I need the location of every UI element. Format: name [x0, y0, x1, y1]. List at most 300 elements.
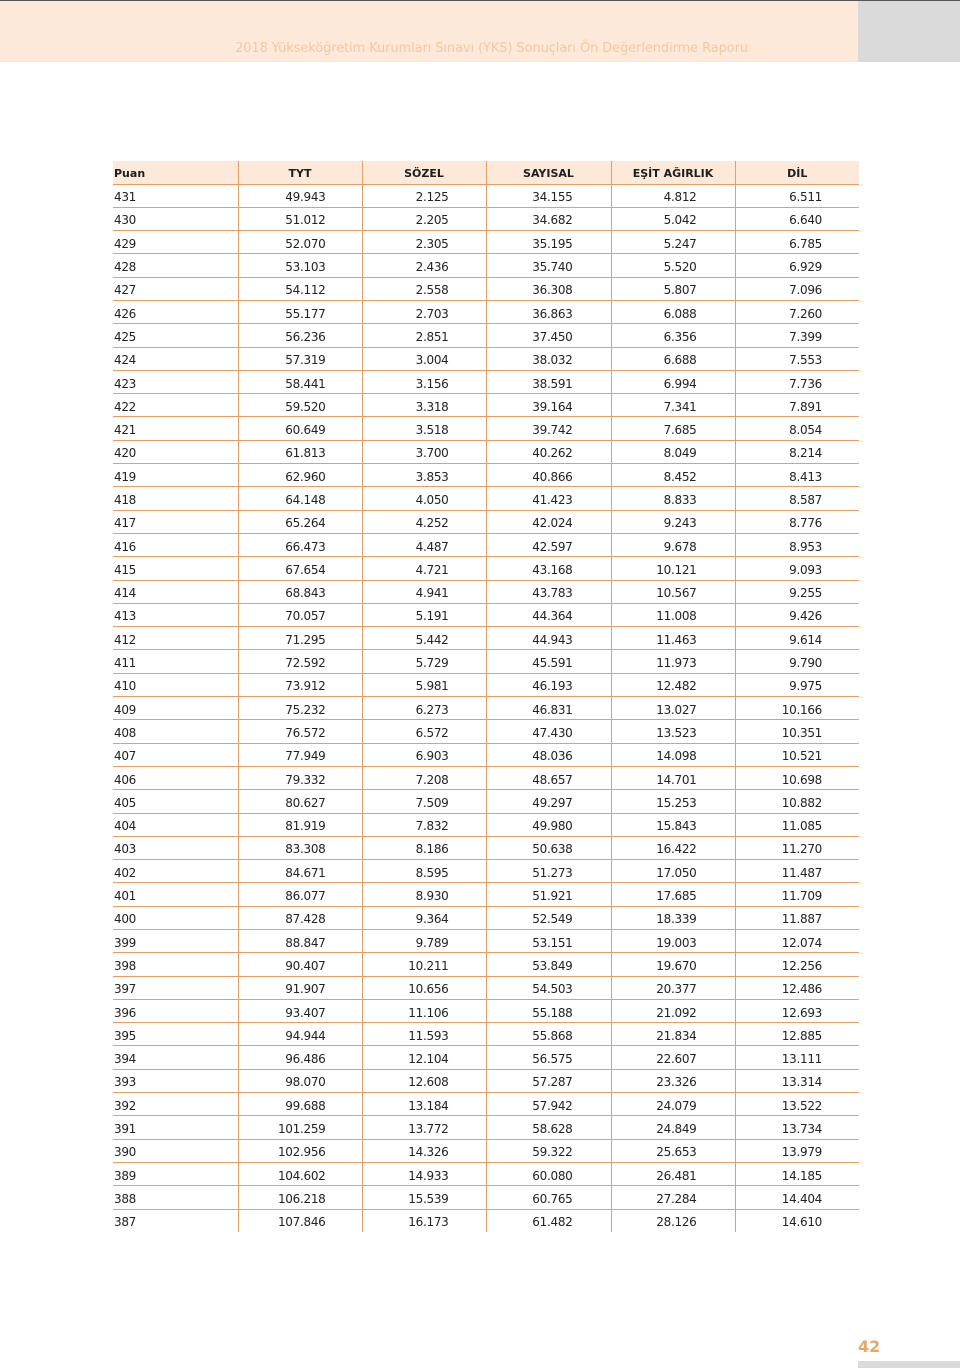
- cell-tyt: 87.428: [238, 906, 362, 929]
- table-row: [113, 277, 859, 300]
- cell-dil: 14.610: [735, 1209, 859, 1232]
- cell-puan: 422: [113, 394, 238, 417]
- cell-sayisal: 46.831: [486, 697, 611, 720]
- table-row: [113, 394, 859, 417]
- cell-tyt: 51.012: [238, 207, 362, 230]
- cell-tyt: 66.473: [238, 533, 362, 556]
- cell-puan: 393: [113, 1069, 238, 1092]
- cell-dil: 7.736: [735, 370, 859, 393]
- cell-tyt: 56.236: [238, 324, 362, 347]
- cell-sayisal: 46.193: [486, 673, 611, 696]
- cell-tyt: 84.671: [238, 860, 362, 883]
- report-title: 2018 Yükseköğretim Kurumları Sınavı (YKS) Sonuçları Ön Değerlendirme Raporu: [235, 41, 748, 56]
- cell-dil: 13.111: [735, 1046, 859, 1069]
- cell-sozel: 10.211: [362, 953, 486, 976]
- cell-dil: 8.054: [735, 417, 859, 440]
- cell-esit-agirlik: 13.027: [611, 697, 735, 720]
- cell-dil: 9.255: [735, 580, 859, 603]
- cell-puan: 421: [113, 417, 238, 440]
- table-row: [113, 836, 859, 859]
- cell-tyt: 75.232: [238, 697, 362, 720]
- cell-puan: 390: [113, 1139, 238, 1162]
- cell-sayisal: 40.262: [486, 440, 611, 463]
- cell-tyt: 77.949: [238, 743, 362, 766]
- table-row: [113, 743, 859, 766]
- cell-tyt: 52.070: [238, 231, 362, 254]
- cell-dil: 8.776: [735, 510, 859, 533]
- cell-esit-agirlik: 9.678: [611, 533, 735, 556]
- table-row: [113, 533, 859, 556]
- cell-esit-agirlik: 5.247: [611, 231, 735, 254]
- cell-esit-agirlik: 17.050: [611, 860, 735, 883]
- cell-sayisal: 60.080: [486, 1162, 611, 1185]
- cell-sozel: 10.656: [362, 976, 486, 999]
- cell-dil: 13.522: [735, 1093, 859, 1116]
- cell-tyt: 80.627: [238, 790, 362, 813]
- table-row: [113, 883, 859, 906]
- footer-tab: [858, 1361, 960, 1368]
- cell-puan: 397: [113, 976, 238, 999]
- cell-sozel: 11.593: [362, 1023, 486, 1046]
- cell-dil: 9.614: [735, 627, 859, 650]
- table-row: [113, 464, 859, 487]
- cell-dil: 11.487: [735, 860, 859, 883]
- cell-sayisal: 36.863: [486, 300, 611, 323]
- cell-sozel: 15.539: [362, 1186, 486, 1209]
- table-row: [113, 347, 859, 370]
- cell-esit-agirlik: 26.481: [611, 1162, 735, 1185]
- cell-sayisal: 43.783: [486, 580, 611, 603]
- cell-puan: 423: [113, 370, 238, 393]
- cell-sozel: 6.572: [362, 720, 486, 743]
- table-row: [113, 650, 859, 673]
- cell-puan: 413: [113, 603, 238, 626]
- cell-puan: 387: [114, 1215, 137, 1230]
- cell-sozel: 5.191: [362, 603, 486, 626]
- table-row: [113, 370, 859, 393]
- cell-sozel: 2.558: [362, 277, 486, 300]
- column-header-esit-agirlik: EŞİT AĞIRLIK: [611, 161, 735, 184]
- cell-tyt: 86.077: [238, 883, 362, 906]
- cell-sayisal: 34.155: [486, 184, 611, 207]
- column-header-puan: Puan: [113, 161, 238, 184]
- cell-esit-agirlik: 7.685: [611, 417, 735, 440]
- cell-dil: 9.790: [735, 650, 859, 673]
- cell-esit-agirlik: 14.701: [611, 766, 735, 789]
- cell-tyt: 83.308: [238, 836, 362, 859]
- cell-sayisal: 39.742: [486, 417, 611, 440]
- cell-dil: 9.426: [735, 603, 859, 626]
- cell-sayisal: 43.168: [486, 557, 611, 580]
- cell-dil: 7.260: [735, 300, 859, 323]
- cell-puan: 399: [113, 930, 238, 953]
- cell-esit-agirlik: 11.973: [611, 650, 735, 673]
- cell-tyt: 88.847: [238, 930, 362, 953]
- table-row: [113, 1209, 859, 1232]
- cell-esit-agirlik: 11.463: [611, 627, 735, 650]
- cell-esit-agirlik: 23.326: [611, 1069, 735, 1092]
- table-row: [113, 953, 859, 976]
- table-row: [113, 766, 859, 789]
- cell-dil: 8.587: [735, 487, 859, 510]
- cell-dil: 12.256: [735, 953, 859, 976]
- cell-tyt: 91.907: [238, 976, 362, 999]
- cell-puan: 417: [113, 510, 238, 533]
- cell-sozel: 9.364: [362, 906, 486, 929]
- table-row: [113, 976, 859, 999]
- cell-dil: 8.214: [735, 440, 859, 463]
- cell-tyt: 65.264: [238, 510, 362, 533]
- cell-puan: 430: [113, 207, 238, 230]
- cell-sayisal: 55.188: [486, 999, 611, 1022]
- cell-dil: 7.399: [735, 324, 859, 347]
- cell-esit-agirlik: 8.049: [611, 440, 735, 463]
- cell-sayisal: 51.273: [486, 860, 611, 883]
- cell-sozel: 6.903: [362, 743, 486, 766]
- table-row: [113, 417, 859, 440]
- cell-puan: 431: [113, 184, 238, 207]
- cell-sozel: 6.273: [362, 697, 486, 720]
- cell-sayisal: 57.287: [486, 1069, 611, 1092]
- cell-dil: 13.979: [735, 1139, 859, 1162]
- cell-tyt: 96.486: [238, 1046, 362, 1069]
- header-tab: [858, 1, 960, 62]
- cell-sayisal: 42.597: [486, 533, 611, 556]
- cell-esit-agirlik: 13.523: [611, 720, 735, 743]
- cell-tyt: 62.960: [238, 464, 362, 487]
- cell-esit-agirlik: 5.520: [611, 254, 735, 277]
- cell-dil: 10.882: [735, 790, 859, 813]
- cell-tyt: 79.332: [238, 766, 362, 789]
- cell-esit-agirlik: 4.812: [611, 184, 735, 207]
- cell-sayisal: 49.297: [486, 790, 611, 813]
- cell-sozel: 2.851: [362, 324, 486, 347]
- cell-puan: 401: [113, 883, 238, 906]
- cell-sozel: 9.789: [362, 930, 486, 953]
- cell-esit-agirlik: 11.008: [611, 603, 735, 626]
- cell-sayisal: 55.868: [486, 1023, 611, 1046]
- table-row: [113, 487, 859, 510]
- table-row: [113, 906, 859, 929]
- table-row: [113, 697, 859, 720]
- cell-tyt: 99.688: [238, 1093, 362, 1116]
- cell-sayisal: 45.591: [486, 650, 611, 673]
- cell-sayisal: 56.575: [486, 1046, 611, 1069]
- cell-sayisal: 50.638: [486, 836, 611, 859]
- cell-tyt: 101.259: [238, 1116, 362, 1139]
- table-row: [113, 720, 859, 743]
- table-row: [113, 627, 859, 650]
- cell-dil: 10.521: [735, 743, 859, 766]
- column-header-sayisal: SAYISAL: [486, 161, 611, 184]
- cell-esit-agirlik: 21.834: [611, 1023, 735, 1046]
- cell-puan: 409: [113, 697, 238, 720]
- cell-puan: 429: [113, 231, 238, 254]
- cell-sozel: 5.981: [362, 673, 486, 696]
- cell-esit-agirlik: 15.843: [611, 813, 735, 836]
- cell-tyt: 54.112: [238, 277, 362, 300]
- cell-puan: 388: [113, 1186, 238, 1209]
- cell-puan: 389: [113, 1162, 238, 1185]
- cell-sozel: 7.832: [362, 813, 486, 836]
- cell-sayisal: 49.980: [486, 813, 611, 836]
- cell-sayisal: 58.628: [486, 1116, 611, 1139]
- cell-tyt: 61.813: [238, 440, 362, 463]
- cell-dil: 11.887: [735, 906, 859, 929]
- cell-sayisal: 60.765: [486, 1186, 611, 1209]
- cell-puan: 408: [113, 720, 238, 743]
- page-number: 42: [858, 1337, 881, 1356]
- cell-sayisal: 38.032: [486, 347, 611, 370]
- cell-sayisal: 35.740: [486, 254, 611, 277]
- table-row: [113, 440, 859, 463]
- table-header-row: [113, 161, 859, 184]
- cell-tyt: 102.956: [238, 1139, 362, 1162]
- cell-esit-agirlik: 9.243: [611, 510, 735, 533]
- cell-sozel: 2.205: [362, 207, 486, 230]
- table-row: [113, 673, 859, 696]
- cell-esit-agirlik: 15.253: [611, 790, 735, 813]
- cell-sozel: 2.436: [362, 254, 486, 277]
- cell-tyt: 57.319: [238, 347, 362, 370]
- table-row: [113, 1186, 859, 1209]
- cell-esit-agirlik: 5.042: [611, 207, 735, 230]
- cell-sayisal: 53.151: [486, 930, 611, 953]
- cell-puan: 416: [113, 533, 238, 556]
- cell-esit-agirlik: 25.653: [611, 1139, 735, 1162]
- cell-puan: 425: [113, 324, 238, 347]
- cell-sozel: 4.487: [362, 533, 486, 556]
- cell-puan: 396: [113, 999, 238, 1022]
- cell-sozel: 3.004: [362, 347, 486, 370]
- cell-esit-agirlik: 6.088: [611, 300, 735, 323]
- cell-sayisal: 42.024: [486, 510, 611, 533]
- cell-esit-agirlik: 8.452: [611, 464, 735, 487]
- score-distribution-table: [113, 161, 859, 1232]
- cell-sayisal: 59.322: [486, 1139, 611, 1162]
- cell-sayisal: 44.943: [486, 627, 611, 650]
- cell-puan: 406: [113, 766, 238, 789]
- cell-dil: 10.698: [735, 766, 859, 789]
- cell-puan: 405: [113, 790, 238, 813]
- cell-esit-agirlik: 17.685: [611, 883, 735, 906]
- cell-sayisal: 51.921: [486, 883, 611, 906]
- cell-esit-agirlik: 6.994: [611, 370, 735, 393]
- cell-esit-agirlik: 10.121: [611, 557, 735, 580]
- column-header-sozel: SÖZEL: [362, 161, 486, 184]
- cell-dil: 6.511: [735, 184, 859, 207]
- cell-puan: 415: [113, 557, 238, 580]
- cell-puan: 410: [113, 673, 238, 696]
- cell-sayisal: 61.482: [486, 1209, 611, 1232]
- cell-tyt: 58.441: [238, 370, 362, 393]
- cell-dil: 12.074: [735, 930, 859, 953]
- cell-puan: 427: [113, 277, 238, 300]
- cell-sayisal: 36.308: [486, 277, 611, 300]
- table-row: [113, 510, 859, 533]
- cell-tyt: 53.103: [238, 254, 362, 277]
- cell-sozel: 14.326: [362, 1139, 486, 1162]
- table-row: [113, 580, 859, 603]
- cell-sozel: 8.186: [362, 836, 486, 859]
- cell-esit-agirlik: 10.567: [611, 580, 735, 603]
- cell-tyt: 55.177: [238, 300, 362, 323]
- cell-puan: 398: [113, 953, 238, 976]
- cell-sozel: 5.442: [362, 627, 486, 650]
- cell-puan: 391: [113, 1116, 238, 1139]
- cell-sozel: 7.509: [362, 790, 486, 813]
- cell-sayisal: 39.164: [486, 394, 611, 417]
- cell-puan: 428: [113, 254, 238, 277]
- cell-sozel: 3.700: [362, 440, 486, 463]
- table-row: [113, 1046, 859, 1069]
- table-row: [113, 300, 859, 323]
- cell-dil: 9.975: [735, 673, 859, 696]
- cell-tyt: 104.602: [238, 1162, 362, 1185]
- cell-dil: 12.693: [735, 999, 859, 1022]
- table-row: [113, 1139, 859, 1162]
- cell-tyt: 98.070: [238, 1069, 362, 1092]
- cell-esit-agirlik: 28.126: [611, 1209, 735, 1232]
- cell-sozel: 2.125: [362, 184, 486, 207]
- cell-tyt: 70.057: [238, 603, 362, 626]
- cell-dil: 13.314: [735, 1069, 859, 1092]
- cell-sayisal: 44.364: [486, 603, 611, 626]
- cell-tyt: 64.148: [238, 487, 362, 510]
- cell-sayisal: 48.036: [486, 743, 611, 766]
- cell-sozel: 16.173: [362, 1209, 486, 1232]
- cell-dil: 7.553: [735, 347, 859, 370]
- cell-dil: 11.085: [735, 813, 859, 836]
- cell-esit-agirlik: 16.422: [611, 836, 735, 859]
- cell-esit-agirlik: 22.607: [611, 1046, 735, 1069]
- table-row: [113, 790, 859, 813]
- cell-esit-agirlik: 27.284: [611, 1186, 735, 1209]
- cell-esit-agirlik: 6.688: [611, 347, 735, 370]
- table-row: [113, 860, 859, 883]
- cell-tyt: 107.846: [238, 1209, 362, 1232]
- table-row: [113, 1093, 859, 1116]
- table-row: [113, 999, 859, 1022]
- cell-sozel: 3.853: [362, 464, 486, 487]
- cell-sayisal: 54.503: [486, 976, 611, 999]
- cell-esit-agirlik: 7.341: [611, 394, 735, 417]
- cell-dil: 10.166: [735, 697, 859, 720]
- table-row: [113, 1162, 859, 1185]
- cell-puan: 411: [113, 650, 238, 673]
- cell-sozel: 3.518: [362, 417, 486, 440]
- column-header-dil: DİL: [735, 161, 859, 184]
- cell-sayisal: 34.682: [486, 207, 611, 230]
- cell-puan: 394: [113, 1046, 238, 1069]
- cell-sozel: 8.595: [362, 860, 486, 883]
- cell-sozel: 4.941: [362, 580, 486, 603]
- cell-tyt: 67.654: [238, 557, 362, 580]
- cell-esit-agirlik: 21.092: [611, 999, 735, 1022]
- cell-sozel: 14.933: [362, 1162, 486, 1185]
- cell-esit-agirlik: 12.482: [611, 673, 735, 696]
- cell-puan: 402: [113, 860, 238, 883]
- cell-sozel: 12.104: [362, 1046, 486, 1069]
- cell-dil: 13.734: [735, 1116, 859, 1139]
- cell-dil: 6.640: [735, 207, 859, 230]
- cell-sozel: 2.703: [362, 300, 486, 323]
- cell-tyt: 59.520: [238, 394, 362, 417]
- cell-sayisal: 53.849: [486, 953, 611, 976]
- cell-sozel: 8.930: [362, 883, 486, 906]
- cell-puan: 418: [113, 487, 238, 510]
- cell-tyt: 94.944: [238, 1023, 362, 1046]
- table-row: [113, 930, 859, 953]
- cell-dil: 6.785: [735, 231, 859, 254]
- cell-tyt: 90.407: [238, 953, 362, 976]
- cell-esit-agirlik: 24.079: [611, 1093, 735, 1116]
- cell-tyt: 68.843: [238, 580, 362, 603]
- cell-esit-agirlik: 14.098: [611, 743, 735, 766]
- cell-tyt: 81.919: [238, 813, 362, 836]
- table-row: [113, 324, 859, 347]
- cell-sayisal: 37.450: [486, 324, 611, 347]
- table-row: [113, 557, 859, 580]
- table-row: [113, 1116, 859, 1139]
- cell-puan: 395: [113, 1023, 238, 1046]
- cell-sayisal: 40.866: [486, 464, 611, 487]
- table-row: [113, 603, 859, 626]
- cell-sayisal: 38.591: [486, 370, 611, 393]
- cell-dil: 11.270: [735, 836, 859, 859]
- cell-puan: 420: [113, 440, 238, 463]
- cell-dil: 6.929: [735, 254, 859, 277]
- cell-puan: 414: [113, 580, 238, 603]
- cell-puan: 404: [113, 813, 238, 836]
- cell-puan: 426: [113, 300, 238, 323]
- cell-esit-agirlik: 19.003: [611, 930, 735, 953]
- cell-sozel: 7.208: [362, 766, 486, 789]
- table-row: [113, 207, 859, 230]
- cell-esit-agirlik: 20.377: [611, 976, 735, 999]
- cell-sozel: 11.106: [362, 999, 486, 1022]
- cell-puan: 424: [113, 347, 238, 370]
- cell-puan: 392: [113, 1093, 238, 1116]
- cell-sozel: 13.184: [362, 1093, 486, 1116]
- cell-esit-agirlik: 19.670: [611, 953, 735, 976]
- table-row: [113, 254, 859, 277]
- cell-dil: 8.413: [735, 464, 859, 487]
- cell-puan: 407: [113, 743, 238, 766]
- cell-puan: 400: [113, 906, 238, 929]
- cell-dil: 12.885: [735, 1023, 859, 1046]
- cell-dil: 12.486: [735, 976, 859, 999]
- cell-sayisal: 41.423: [486, 487, 611, 510]
- cell-dil: 9.093: [735, 557, 859, 580]
- cell-sozel: 4.050: [362, 487, 486, 510]
- cell-dil: 7.891: [735, 394, 859, 417]
- table-row: [113, 184, 859, 207]
- cell-dil: 7.096: [735, 277, 859, 300]
- cell-sozel: 4.721: [362, 557, 486, 580]
- table-row: [113, 813, 859, 836]
- cell-tyt: 49.943: [238, 184, 362, 207]
- cell-sayisal: 48.657: [486, 766, 611, 789]
- cell-esit-agirlik: 5.807: [611, 277, 735, 300]
- cell-sozel: 3.318: [362, 394, 486, 417]
- cell-sayisal: 52.549: [486, 906, 611, 929]
- table-row: [113, 1023, 859, 1046]
- cell-sozel: 2.305: [362, 231, 486, 254]
- table-body: [113, 184, 859, 1232]
- cell-dil: 10.351: [735, 720, 859, 743]
- cell-puan: 412: [113, 627, 238, 650]
